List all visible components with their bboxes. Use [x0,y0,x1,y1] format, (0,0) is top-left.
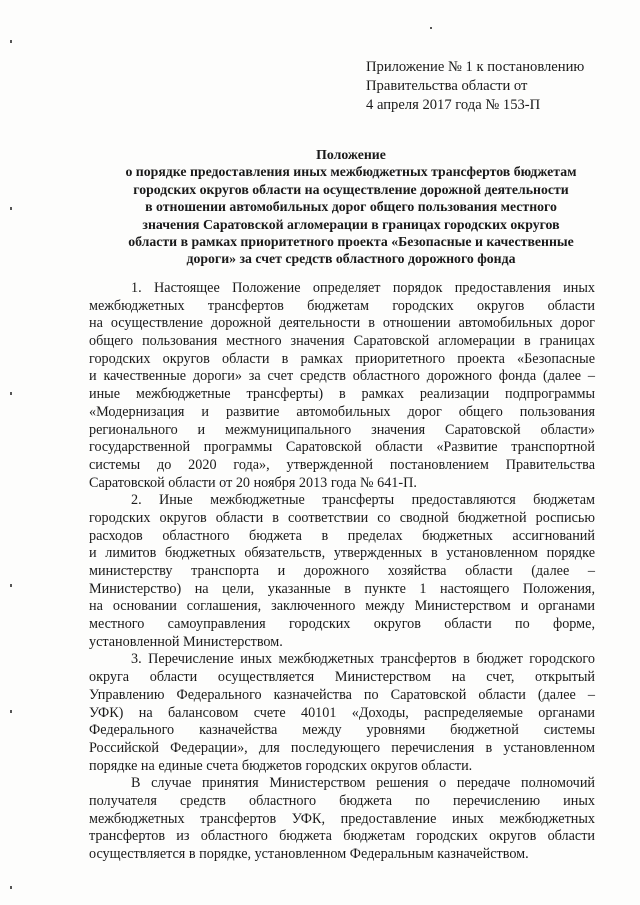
text-line: и качественные дороги» за счет средств областного дорожного фонда (далее – [89,368,595,385]
text-line: порядке на единые счета бюджетов городских округов области. [89,757,473,774]
title-line: о порядке предоставления иных межбюджетных трансфертов бюджетам [125,164,577,180]
scan-mark [10,710,12,713]
text-line: на осуществление дорожной деятельности в отношении автомобильных дорог [89,315,595,332]
text-line: государственной программы Саратовской области «Развитие транспортной [89,439,595,456]
text-line: межбюджетных трансфертов бюджетам городских округов области [89,297,595,314]
text-line: осуществляется в порядке, установленном Федеральным казначейством. [89,846,529,862]
text-line: межбюджетных трансфертов УФК, предоставление иных межбюджетных [89,810,595,827]
text-line: городских округов области в рамках приоритетного проекта «Безопасные [89,350,595,367]
text-line: округа области осуществляется Министерством на счет, открытый [89,669,595,686]
text-line: иные межбюджетные трансферты) в рамках реализации подпрограммы [89,386,595,403]
text-line: Российской Федерации», для последующего перечисления в установленном [89,739,595,756]
text-line: 3. Перечисление иных межбюджетных трансфертов в бюджет городского [131,651,595,668]
text-line: 1. Настоящее Положение определяет порядок предоставления иных [131,280,595,296]
text-line: Федерального казначейства между уровнями бюджетной системы [89,722,595,739]
text-line: Управлению Федерального казначейства по Саратовской области (далее – [89,686,595,703]
text-line: министерству транспорта и дорожного хозяйства области (далее – [89,563,595,579]
title-line: значения Саратовской агломерации в границах городских округов [142,216,560,232]
text-line: на основании соглашения, заключенного между Министерством и органами [89,598,595,615]
scan-mark [10,886,12,889]
text-line: расходов областного бюджета в пределах бюджетных ассигнований [89,527,595,544]
header-line: Приложение № 1 к постановлению [366,59,585,75]
text-line: трансфертов из областного бюджета бюджетам городских округов области [89,828,595,845]
attachment-header [366,58,616,115]
scan-mark [10,207,12,210]
text-line: В случае принятия Министерством решения о передаче полномочий [131,775,595,792]
text-line: общего пользования местного значения Саратовской агломерации в границах [89,333,595,350]
document-title [88,146,614,268]
document-body [89,280,595,864]
text-line: системы до 2020 года», утвержденной постановлением Правительства [89,456,595,473]
header-line: 4 апреля 2017 года № 153-П [366,97,541,113]
scan-mark [10,584,12,587]
text-line: УФК) на балансовом счете 40101 «Доходы, распределяемые органами [89,704,595,721]
text-line: Саратовской области от 20 ноября 2013 года № 641-П. [89,474,417,491]
scan-mark [10,40,12,43]
title-line: области в рамках приоритетного проекта «Безопасные и качественные [128,234,574,250]
title-line: дороги» за счет средств областного дорожного фонда [186,251,516,267]
text-line: Министерство) на цели, указанные в пункте 1 настоящего Положения, [89,580,595,597]
text-line: регионального и межмуниципального значения Саратовской области» [89,421,595,438]
paragraph-3 [89,651,595,775]
scan-mark [430,27,432,29]
text-line: получателя средств областного бюджета по перечислению иных [89,792,595,809]
text-line: и лимитов бюджетных обязательств, утвержденных в установленном порядке [89,545,595,562]
text-line: установленной Министерством. [89,633,283,650]
title-line: в отношении автомобильных дорог общего пользования местного [145,199,557,215]
paragraph-1 [89,280,595,492]
header-line: Правительства области от [366,78,528,94]
scan-mark [10,392,12,395]
text-line: «Модернизация и развитие автомобильных дорог общего пользования [89,403,595,420]
paragraph-4 [89,775,595,863]
title-line: Положение [316,147,386,162]
text-line: городских округов области в соответствии со сводной бюджетной росписью [89,509,595,526]
text-line: местного самоуправления городских округов области по форме, [89,616,595,633]
paragraph-2 [89,492,595,651]
text-line: 2. Иные межбюджетные трансферты предоставляются бюджетам [131,492,595,509]
title-line: городских округов области на осуществление дорожной деятельности [133,181,569,197]
